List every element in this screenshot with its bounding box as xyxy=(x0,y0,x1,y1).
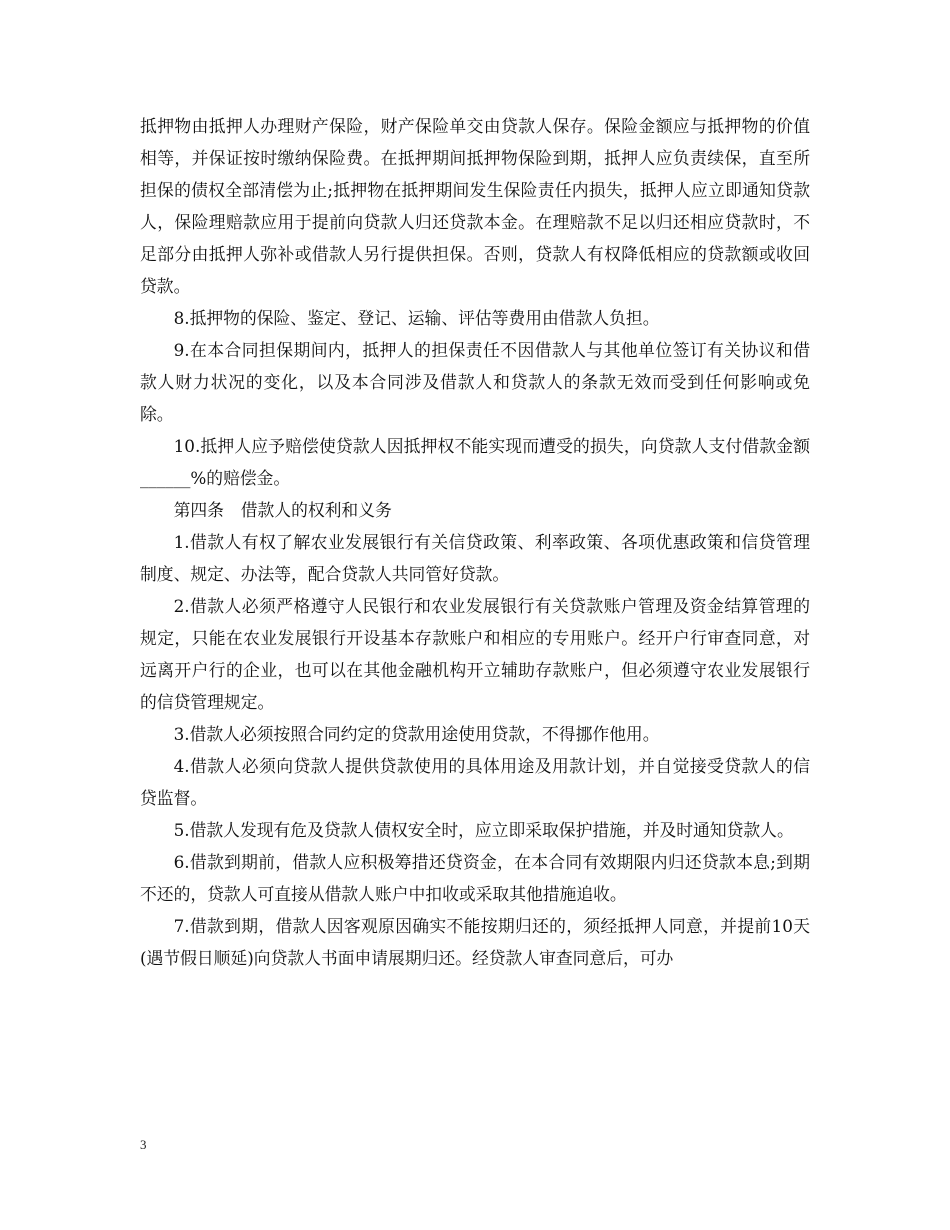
paragraph-borrower-1: 1.借款人有权了解农业发展银行有关信贷政策、利率政策、各项优惠政策和信贷管理制度、规定、办法等，配合贷款人共同管好贷款。 xyxy=(140,532,810,584)
paragraph-borrower-6: 6.借款到期前，借款人应积极筹措还贷资金，在本合同有效期限内归还贷款本息;到期不还的，贷款人可直接从借款人账户中扣收或采取其他措施追收。 xyxy=(140,852,810,904)
paragraph-borrower-5: 5.借款人发现有危及贷款人债权安全时，应立即采取保护措施，并及时通知贷款人。 xyxy=(173,820,794,840)
paragraph-borrower-2: 2.借款人必须严格遵守人民银行和农业发展银行有关贷款账户管理及资金结算管理的规定，只能在农业发展银行开设基本存款账户和相应的专用账户。经开户行审查同意，对远离开户行的企业，也可以在其他金融机构开立辅助存款账户，但必须遵守农业发展银行的信贷管理规定。 xyxy=(140,596,810,712)
section-heading-article-4: 第四条 借款人的权利和义务 xyxy=(173,500,392,520)
paragraph-clause-9: 9.在本合同担保期间内，抵押人的担保责任不因借款人与其他单位签订有关协议和借款人财力状况的变化，以及本合同涉及借款人和贷款人的条款无效而受到任何影响或免除。 xyxy=(140,340,810,424)
paragraph-clause-8: 8.抵押物的保险、鉴定、登记、运输、评估等费用由借款人负担。 xyxy=(173,308,660,328)
paragraph-borrower-7: 7.借款到期，借款人因客观原因确实不能按期归还的，须经抵押人同意，并提前10天(遇节假日顺延)向贷款人书面申请展期归还。经贷款人审查同意后，可办 xyxy=(140,916,810,968)
paragraph-borrower-4: 4.借款人必须向贷款人提供贷款使用的具体用途及用款计划，并自觉接受贷款人的信贷监督。 xyxy=(140,756,810,808)
document-body xyxy=(140,110,810,974)
paragraph-borrower-3: 3.借款人必须按照合同约定的贷款用途使用贷款，不得挪作他用。 xyxy=(173,724,660,744)
paragraph-clause-10: 10.抵押人应予赔偿使贷款人因抵押权不能实现而遭受的损失，向贷款人支付借款金额______%的赔偿金。 xyxy=(140,436,810,488)
page-number: 3 xyxy=(140,1137,147,1152)
paragraph-insurance-continued: 抵押物由抵押人办理财产保险，财产保险单交由贷款人保存。保险金额应与抵押物的价值相等，并保证按时缴纳保险费。在抵押期间抵押物保险到期，抵押人应负责续保，直至所担保的债权全部清偿为止;抵押物在抵押期间发生保险责任内损失，抵押人应立即通知贷款人，保险理赔款应用于提前向贷款人归还贷款本金。在理赔款不足以归还相应贷款时，不足部分由抵押人弥补或借款人另行提供担保。否则，贷款人有权降低相应的贷款额或收回贷款。 xyxy=(140,116,810,296)
